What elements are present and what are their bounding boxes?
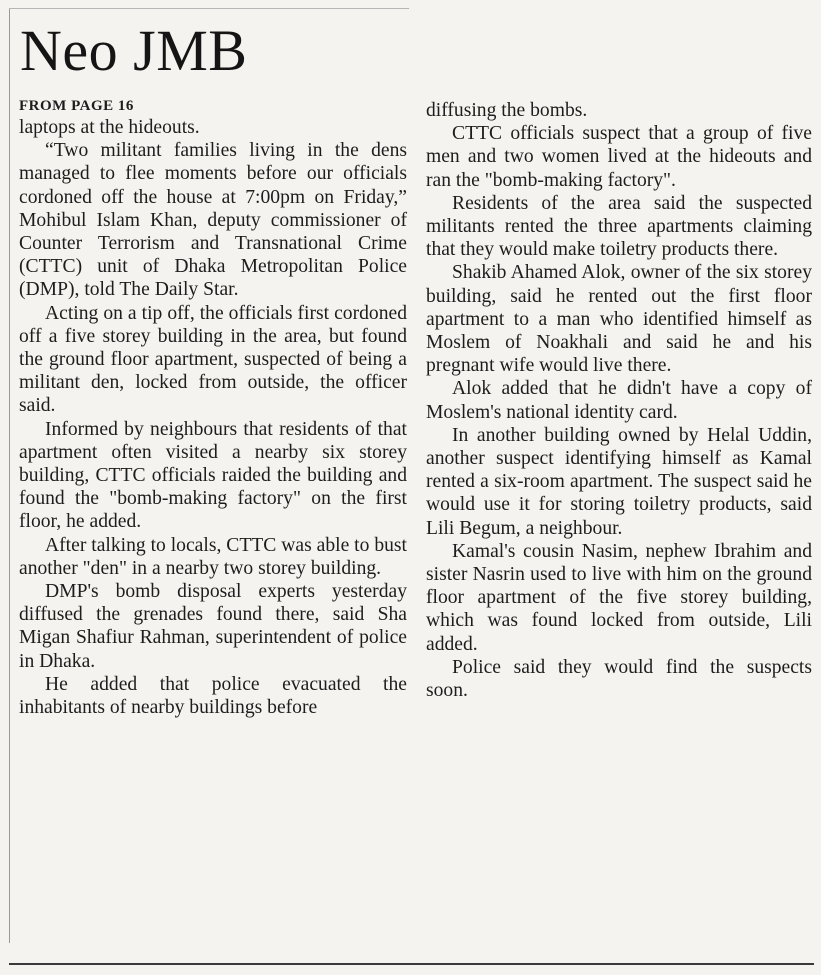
jump-label: FROM PAGE 16: [19, 98, 134, 114]
left-column-rule: [9, 8, 10, 943]
paragraph: Shakib Ahamed Alok, owner of the six storey building, said he rented out the first floor apartment to a man who identified himself as Moslem of Noakhali and said he and his pregnant wife would live there.: [426, 262, 812, 377]
paragraph: Residents of the area said the suspected militants rented the three apartments claiming that they would make toiletry products there.: [426, 192, 812, 261]
top-rule: [9, 8, 409, 9]
article-column-right: [426, 99, 812, 702]
paragraph: Informed by neighbours that residents of that apartment often visited a nearby six storey building, CTTC officials raided the building and found the "bomb-making factory" on the first floor, he added.: [19, 418, 407, 533]
paragraph: DMP's bomb disposal experts yesterday diffused the grenades found there, said Sha Migan Shafiur Rahman, superintendent of police in Dhaka.: [19, 581, 407, 672]
paragraph: Alok added that he didn't have a copy of Moslem's national identity card.: [426, 378, 812, 423]
paragraph: Acting on a tip off, the officials first cordoned off a five storey building in the area, but found the ground floor apartment, suspected of being a militant den, locked from outside, the officer said.: [19, 302, 407, 417]
paragraph: “Two militant families living in the dens managed to flee moments before our officials cordoned off the house at 7:00pm on Friday,” Mohibul Islam Khan, deputy commissioner of Counter Terrorism and Transnational Crime (CTTC) unit of Dhaka Metropolitan Police (DMP), told The Daily Star.: [19, 140, 407, 301]
article-column-left: [19, 97, 407, 719]
paragraph: In another building owned by Helal Uddin, another suspect identifying himself as Kamal rented a six-room apartment. The suspect said he would use it for storing toiletry products, said Lili Begum, a neighbour.: [426, 424, 812, 539]
paragraph: laptops at the hideouts.: [19, 117, 200, 138]
paragraph: He added that police evacuated the inhabitants of nearby buildings before: [19, 673, 407, 719]
paragraph: Kamal's cousin Nasim, nephew Ibrahim and sister Nasrin used to live with him on the ground floor apartment of the five storey building, which was found locked from outside, Lili added.: [426, 540, 812, 655]
paragraph: After talking to locals, CTTC was able to bust another "den" in a nearby two storey building.: [19, 534, 407, 579]
paragraph: diffusing the bombs.: [426, 100, 588, 121]
bottom-rule: [9, 963, 814, 965]
headline: Neo JMB: [20, 18, 248, 83]
paragraph: CTTC officials suspect that a group of five men and two women lived at the hideouts and ran the "bomb-making factory".: [426, 123, 812, 191]
paragraph: Police said they would find the suspects soon.: [426, 656, 812, 702]
